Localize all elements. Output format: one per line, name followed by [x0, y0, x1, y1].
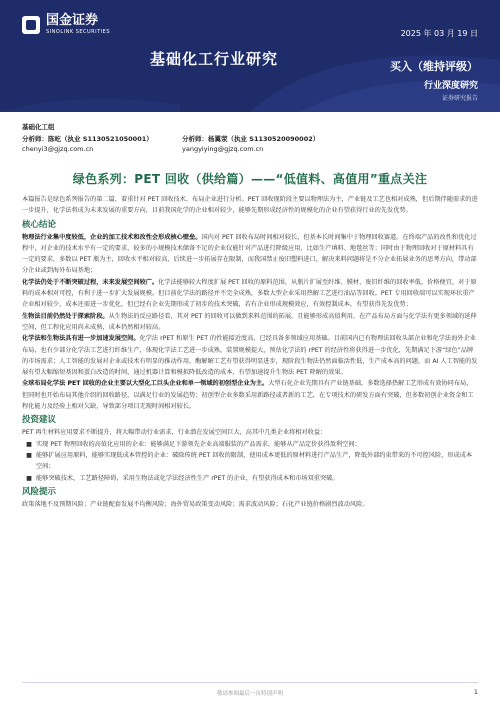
bullet-text: 能够突破技术，工艺路径障碍，采用生物法或化学法经济性生产 rPET 的企业，有望获得成本和市场双重突破。	[36, 474, 339, 482]
analyst-email[interactable]: yangyiying@gjzq.com.cn	[182, 145, 264, 153]
invest-intro: PET 再生材料应用要求不断提升，将大幅带动行业需求，行业潜在发展空间巨大，高其中几类企业将相对收益：	[22, 429, 327, 437]
company-logo	[22, 14, 110, 36]
list-item	[22, 473, 478, 484]
rating: 买入（维持评级）	[390, 60, 478, 73]
analyst-email[interactable]: chenyi3@gjzq.com.cn	[22, 145, 94, 153]
core-text: 化学法能够较大程度扩展 PET 回收的原料范围，从瓶片扩展至纤维、膜材，废旧纤维的回收率低，价格便宜，对于原料的成本相对可控，有利于进一步扩大发展规模。但目前化学法的路径并不完全成熟，多数大型企业采用热解工艺进行油品等回收。PET 专用回收端可以实现环状重产企业相对较少，成本还需进一步优化，但已经有企业先期形成了初步的技术突破，若有企业形成规模效应，有效控制成本，有望获得先发优势；	[22, 278, 477, 309]
list-item	[22, 439, 478, 450]
report-type: 行业深度研究	[423, 81, 478, 91]
analyst-name: 分析师：陈屹（执业 S1130521050001）	[22, 135, 153, 143]
footer-divider	[22, 682, 478, 683]
core-paragraph	[22, 378, 478, 412]
intro-paragraph: 本篇报告是绿色系列报告的第二篇，着重针对 PET 回收技术、布局企业进行分析。PET 回收现阶段主要以物理法为主，产业链及工艺也相对成熟，但后期伴随需求的进一步提升，化学法将成为未来发展的重要方向，目前我国化学的企业相对较少，能够先期形成经济性的规模化的企业有望获得行业的先发优势。	[22, 196, 478, 215]
core-lead: 全球布局化学法 PET 回收的企业主要以大型化工巨头企业和单一领域的初创型企业为主。	[22, 380, 269, 388]
report-date: 2025 年 03 月 19 日	[400, 29, 478, 38]
core-text: 大型石化企业先期具有产业链基础，多数选择热解工艺形成有效协同布局，但同时也开始布局其他介绍的回收路径，以满足行业的发展趋势；初创型企业多数采用新路径或者新的工艺，在专项技术的研发方面有突破，但多数初创企业资金和工程化能力及经验上相对欠缺，导致部分项目无现时间相对较长。	[22, 380, 474, 411]
bullet-icon: ■	[26, 474, 32, 482]
section-risk-heading: 风险提示	[22, 486, 57, 497]
bullet-icon: ■	[26, 440, 32, 448]
risk-paragraph: 政策落地不及预期风险；产业链配套发展不均衡风险；海外贸易政策变动风险；需求波动风险；石化产业链价格剧烈波动风险。	[22, 500, 369, 508]
core-lead: 化学法仍处于不断突破过程，未来发展空间较广。	[22, 278, 159, 286]
footer-disclaimer[interactable]: 敬请参阅最后一页特别声明	[216, 691, 283, 697]
bullet-text: 实现 PET 物理回收的高值化应用的企业：能够满足下游领先企业高端服装的产品需求，能够从产品定价获得盈利空间；	[36, 440, 361, 448]
bullet-icon: ■	[26, 451, 32, 459]
main-title: 绿色系列：PET 回收（供给篇）——“低值料、高值用”重点关注	[72, 172, 428, 186]
core-text: 化学法 rPET 和原生 PET 的性能接近度高，已经具备多领域应用基础。目前国内已有物理法回收头部企业和化学法海外企业布局，也有少部分化学法工艺进行纤维生产，体现化学法工艺进一步成熟，装置规模提大，预估化学法的 rPET 的经济性将获得进一步优化，先期满足下游“绿色”品牌的市场需求；人工智能的发展对企业或技术有明显的推动作用，酶解解工艺有望获得明显进步，现阶段生物法仍然面临活性低，生产成本高的问题，而 AI 人工智能的发展有望大幅缩短基因和蛋白改造的时间，通过机器计算和模拟降低改造的成本，有望加速提升生物法 PET 降解的效果。	[22, 335, 478, 377]
analyst-name: 分析师：杨翼荥（执业 S1130520090002）	[182, 135, 320, 143]
core-lead: 物理法行业集中度较低，企业的加工技术和改性会形成核心壁垒。	[22, 233, 202, 241]
core-lead: 化学法和生物法具有进一步加速发展空间。	[22, 335, 140, 343]
core-paragraph	[22, 277, 478, 311]
core-paragraph	[22, 311, 478, 334]
core-paragraph	[22, 232, 478, 277]
logo-name-en: SINOLINK SECURITIES	[46, 29, 110, 35]
list-item	[22, 450, 478, 473]
core-paragraph	[22, 333, 478, 378]
page-number: 1	[473, 688, 478, 696]
section-invest-heading: 投资建议	[22, 415, 57, 426]
section-core-heading: 核心结论	[22, 219, 57, 230]
bullet-text: 能够扩展应用原料，能够实现低成本管控的企业：破除传统 PET 回收的限制，使用成本更低的原材料进行产品生产，降低外部约束带来的不可控风险，形成成本空间；	[36, 451, 473, 471]
report-title: 基础化工行业研究	[150, 50, 279, 68]
header-banner	[0, 0, 500, 112]
department: 证券研究报告	[441, 95, 478, 102]
analyst-section	[22, 122, 478, 153]
analyst-card	[182, 134, 382, 153]
logo-name: 国金证券	[46, 13, 99, 28]
analyst-card	[22, 134, 182, 153]
core-text: 国内对 PET 回收布局时间相对较长，但基本长时间集中于物理回收赛道。在终端产品的改性和优化过程中，对企业的技术水平有一定的要求，较多的小规模技术储备不足的企业仅能针对产品进行降级应用，比如生产填料、地毯丝等；同时由于物理回收对于原材料具有一定的要求，多数以 PET 瓶为主，回收水平相对较高，后续进一步拓展存在限制，而我国禁止废旧塑料进口，解决来料问题将是不分企业拓展业务的思考方向，带动部分企业或到海外布局基地；	[22, 233, 477, 275]
core-text: 从生物法的反应路径看，其对 PET 的回收可以做到来料范围的拓展，且能够形成高值利用，在产品布局方面与化学法有更多领域的延伸空间，但工程化应用尚未成熟，成本仍然相对较高。	[22, 312, 477, 331]
analyst-group: 基础化工组	[22, 123, 55, 131]
logo-icon	[22, 16, 40, 34]
report-body	[22, 194, 478, 510]
core-lead: 生物法目前仍然处于探索阶段。	[22, 312, 109, 320]
